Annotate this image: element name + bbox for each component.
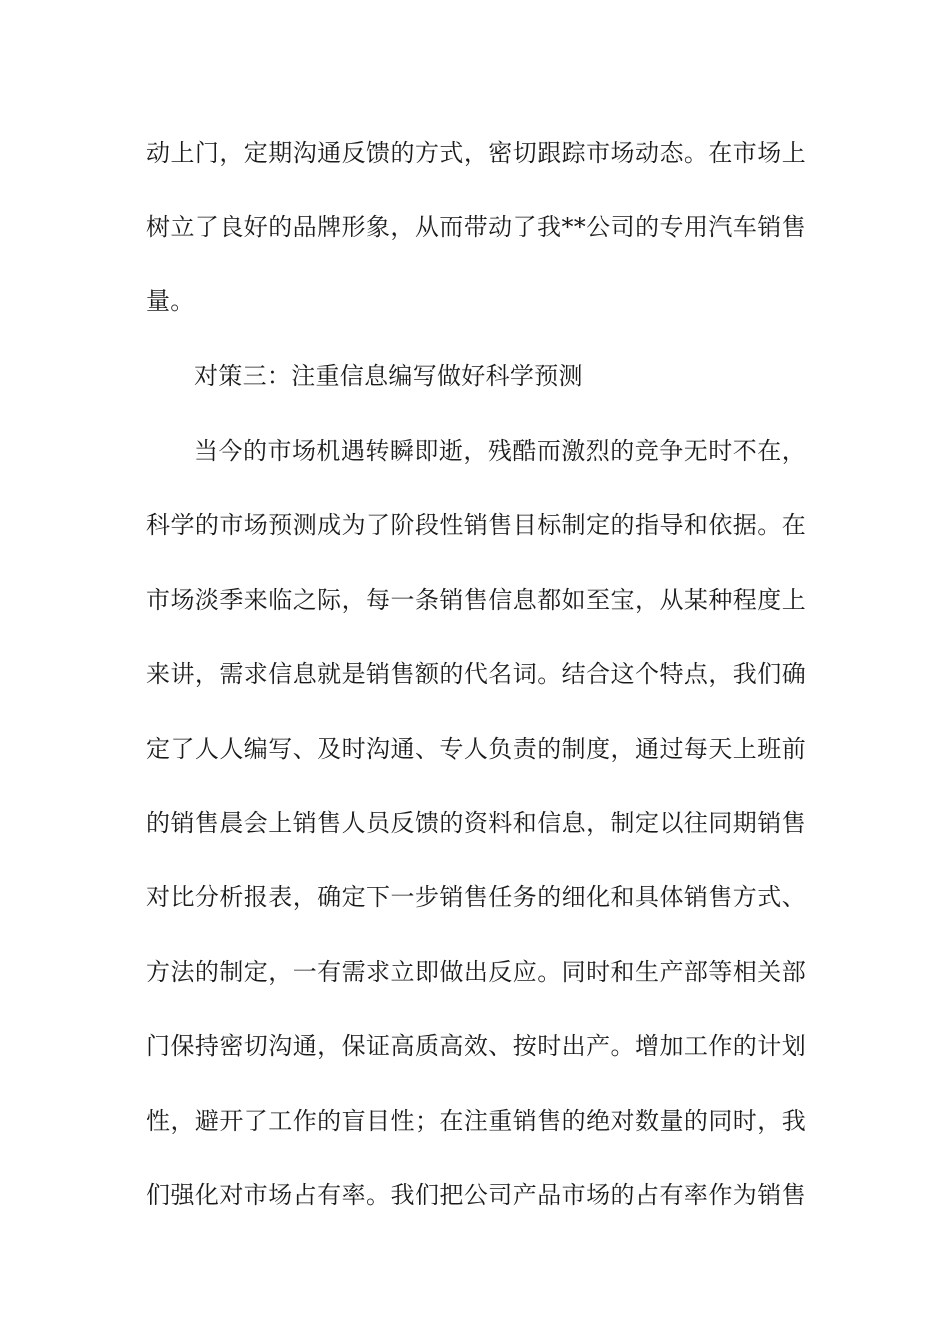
paragraph-line: 动上门，定期沟通反馈的方式，密切跟踪市场动态。在市场上 — [146, 139, 806, 167]
paragraph-line: 对比分析报表，确定下一步销售任务的细化和具体销售方式、 — [146, 883, 806, 911]
paragraph-line: 性，避开了工作的盲目性；在注重销售的绝对数量的同时，我 — [146, 1107, 806, 1135]
paragraph-line: 的销售晨会上销售人员反馈的资料和信息，制定以往同期销售 — [146, 809, 806, 837]
paragraph-line: 方法的制定，一有需求立即做出反应。同时和生产部等相关部 — [146, 958, 806, 986]
section-heading: 对策三：注重信息编写做好科学预测 — [194, 362, 583, 390]
paragraph-line: 树立了良好的品牌形象，从而带动了我**公司的专用汽车销售 — [146, 213, 806, 241]
paragraph-line: 门保持密切沟通，保证高质高效、按时出产。增加工作的计划 — [146, 1032, 806, 1060]
paragraph-line: 科学的市场预测成为了阶段性销售目标制定的指导和依据。在 — [146, 511, 806, 539]
paragraph-line: 市场淡季来临之际，每一条销售信息都如至宝，从某种程度上 — [146, 586, 806, 614]
paragraph-line: 当今的市场机遇转瞬即逝，残酷而激烈的竞争无时不在， — [194, 437, 806, 465]
paragraph-line: 们强化对市场占有率。我们把公司产品市场的占有率作为销售 — [146, 1181, 806, 1209]
paragraph-line: 量。 — [146, 287, 195, 315]
paragraph-line: 定了人人编写、及时沟通、专人负责的制度，通过每天上班前 — [146, 735, 806, 763]
paragraph-line: 来讲，需求信息就是销售额的代名词。结合这个特点，我们确 — [146, 660, 806, 688]
